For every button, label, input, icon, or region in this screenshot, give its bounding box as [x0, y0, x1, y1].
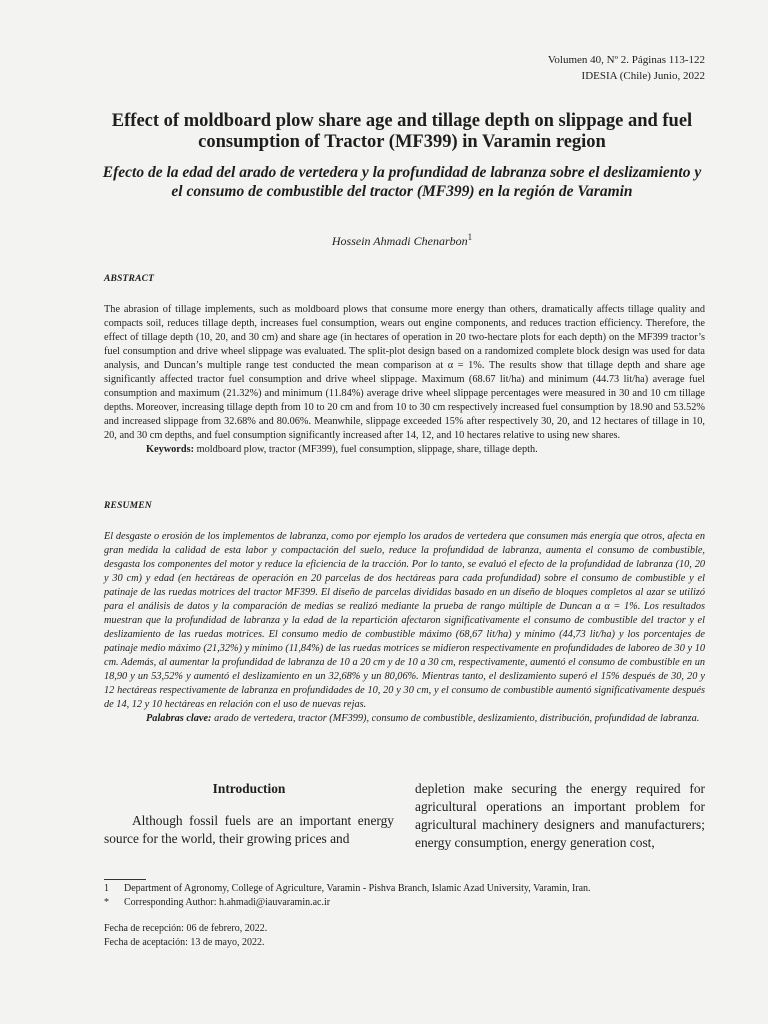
date-received: Fecha de recepción: 06 de febrero, 2022. — [104, 923, 268, 934]
intro-left-text: Although fossil fuels are an important energy source for the world, their growing prices and — [104, 813, 394, 846]
footnote-mark: * — [104, 897, 109, 908]
resumen-body: El desgaste o erosión de los implementos de labranza, como por ejemplo los arados de vertedera que consumen más energía que otros, afecta en gran medida la calidad de esta labor y compactación del suelo, reduce la profundidad de labranza, aumenta el consumo de combustible, desgasta los componentes del motor y reduce la eficiencia de la tracción. Por lo tanto, se evaluó el efecto de la profundidad de labranza (10, 20 y 30 cm) y edad (en hectáreas de operación en 20 parcelas de dos hectáreas para cada profundidad) sobre el consumo de combustible y el patinaje de las ruedas motrices del tractor MF399. El diseño de parcelas divididas basado en un diseño de bloques completos al azar se utilizó para el análisis de datos y la comparación de medias se realizó mediante la prueba de rango múltiple de Duncan a α = 1%. Los resultados muestran que la profundidad de labranza y la edad de la repartición afectaron significativamente el consumo de combustible del tractor y el deslizamiento de las ruedas motrices. El consumo medio de combustible máximo (68,67 lit/ha) y mínimo (44,73 lit/ha) y los porcentajes de patinaje medio máximo (21,32%) y mínimo (11,84%) de las ruedas motrices se midieron respectivamente en profundidades de laboreo de 30 y 10 cm. Además, al aumentar la profundidad de labranza de 10 a 20 cm y de 10 a 30 cm, respectivamente, aumentó el consumo de combustible en un 18,90 y un 53,52% y aumentó el deslizamiento en un 32,68% y un 80,06%. Mientras tanto, el deslizamiento superó el 15% después de 30, 20 y 12 hectáreas respectivamente de labranza en profundidades de 10, 20 y 30 cm, y el consumo de combustible aumentó significativamente después de 14, 12 y 10 hectáreas en relación con el uso de nuevas rejas. — [104, 531, 705, 710]
abstract-heading: ABSTRACT — [104, 274, 155, 284]
intro-right-text: depletion make securing the energy required for agricultural operations an important problem for agricultural machinery designers and manufacturers; energy consumption, energy generation cost, — [415, 781, 705, 850]
resumen-heading: RESUMEN — [104, 501, 152, 511]
abstract-body: The abrasion of tillage implements, such as moldboard plows that consume more energy than others, dramatically affects tillage quality and compacts soil, reduces tillage depth, increases fuel consumption, wears out engine components, and reduces traction efficiency. Therefore, the effect of tillage depth (10, 20, and 30 cm) and share age (in hectares of operation in 20 two-hectare plots for each depth) on the MF399 tractor’s fuel consumption and drive wheel slippage was evaluated. The split-plot design based on a randomized complete block design was used for data analysis, and Duncan’s multiple range test conducted the mean comparison at α = 1%. The results show that tillage depth and share age significantly affected tractor fuel consumption and drive wheel slippage. Maximum (68.67 lit/ha) and minimum (44.73 lit/ha) average fuel consumption and maximum (21.32%) and minimum (11.84%) average drive wheel slippage percentages were measured in 30 and 10 cm tillage depths. Moreover, increasing tillage depth from 10 to 20 cm and from 10 to 30 cm respectively increased fuel consumption by 18.90 and 53.52% and increased slippage from 32.68% and 80.06%. Meanwhile, slippage exceeded 15% after respectively 30, 20, and 12 hectares of tillage in 10, 20, and 30 cm depths, and fuel consumption significantly increased after 14, 12, and 10 hectares relative to using new shares. — [104, 304, 705, 441]
footnote-divider — [104, 879, 146, 880]
author-name: Hossein Ahmadi Chenarbon — [331, 234, 468, 248]
intro-right-column — [415, 780, 705, 852]
footnote-text: Department of Agronomy, College of Agriculture, Varamin - Pishva Branch, Islamic Azad University, Varamin, Iran. — [124, 883, 591, 894]
paper-subtitle-spanish: Efecto de la edad del arado de vertedera y la profundidad de labranza sobre el deslizamiento y el consumo de combustible del tractor (MF399) en la región de Varamin — [102, 164, 702, 200]
journal-info: IDESIA (Chile) Junio, 2022 — [581, 70, 705, 82]
palabras-clave-label: Palabras clave: — [146, 713, 212, 724]
paper-title: Effect of moldboard plow share age and tillage depth on slippage and fuel consumption of Tractor (MF399) in Varamin region — [111, 111, 693, 152]
footnote-affiliation — [104, 882, 591, 896]
date-accepted: Fecha de aceptación: 13 de mayo, 2022. — [104, 937, 265, 948]
keywords-text: moldboard plow, tractor (MF399), fuel consumption, slippage, share, tillage depth. — [196, 444, 538, 455]
abstract-keywords — [104, 443, 705, 457]
keywords-label: Keywords: — [146, 444, 195, 455]
footnote-corresponding — [104, 896, 591, 910]
footnotes — [104, 882, 591, 910]
volume-info: Volumen 40, Nº 2. Páginas 113-122 — [547, 54, 705, 66]
author-affiliation-mark: 1 — [467, 232, 473, 242]
author-line — [100, 232, 704, 249]
submission-dates — [104, 922, 267, 950]
journal-header — [548, 52, 705, 84]
introduction-heading: Introduction — [212, 781, 286, 796]
palabras-clave-text: arado de vertedera, tractor (MF399), consumo de combustible, deslizamiento, distribución, profundidad de labranza. — [214, 713, 700, 724]
abstract-section — [104, 303, 705, 457]
footnote-mark: 1 — [104, 883, 109, 894]
intro-left-column — [104, 780, 394, 848]
footnote-text: Corresponding Author: h.ahmadi@iauvaramin.ac.ir — [124, 897, 331, 908]
resumen-keywords — [104, 712, 705, 726]
resumen-section — [104, 530, 705, 726]
